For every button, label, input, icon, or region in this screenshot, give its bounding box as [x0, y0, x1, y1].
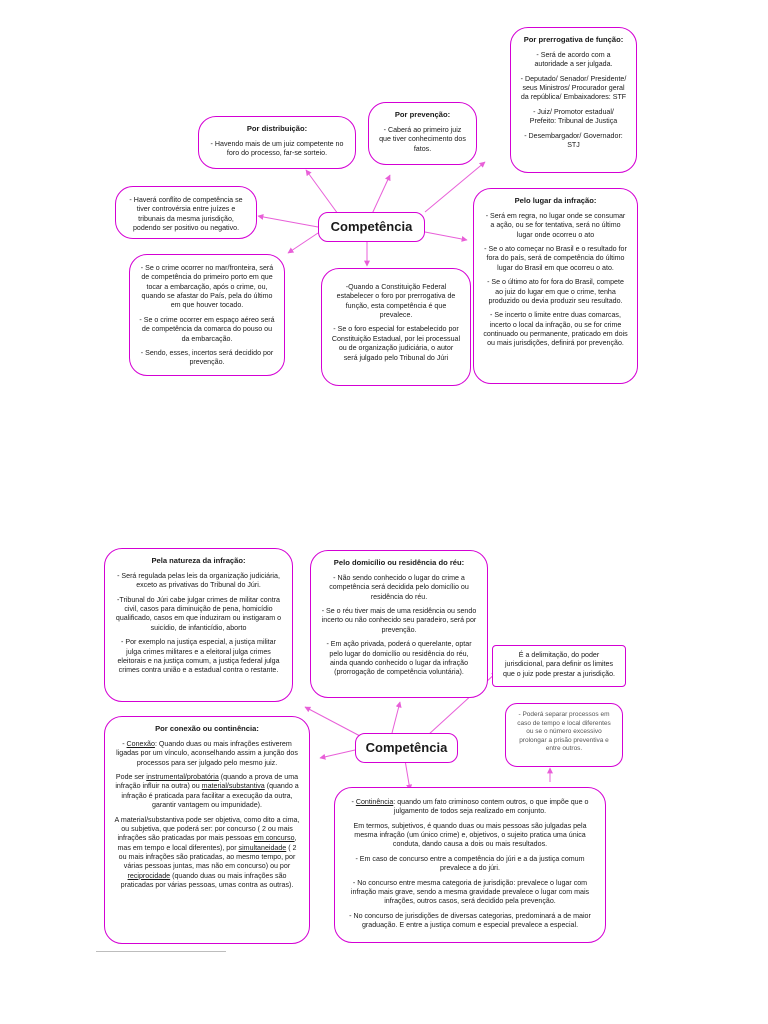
- competencia-center-top: Competência: [318, 212, 425, 242]
- box-conflito: [115, 186, 257, 239]
- box-title: Por prerrogativa de função:: [523, 35, 624, 44]
- box-line: - No concurso de jurisdições de diversas categorias, predominará a de maior graduação. E entre a justiça comum e especial prevalece a especial.: [349, 911, 591, 929]
- box-line: - Deputado/ Senador/ Presidente/ seus Ministros/ Procurador geral da república/ Embaixadores: STF: [520, 74, 627, 102]
- box-line: - Se o ato começar no Brasil e o resultado for fora do país, será de competência do último lugar do Brasil em que ocorreu o ato.: [484, 245, 627, 272]
- box-conexao: [104, 716, 310, 944]
- term-simultaneidade: simultaneidade: [238, 843, 287, 852]
- text-run: , mas em tempo e local diferentes), por: [117, 834, 297, 852]
- text-run: (quando a infração é praticada para facilitar a execução da outra, garantir vantagem ou impunidade).: [121, 782, 299, 810]
- term-reciprocidade: reciprocidade: [127, 871, 171, 880]
- box-line: [344, 798, 596, 817]
- text-run: : quando um fato criminoso contem outros, o que impõe que o julgamento de todos seja realizado em conjunto.: [393, 798, 589, 816]
- box-title: Por distribuição:: [246, 124, 308, 133]
- box-line: - Em ação privada, poderá o querelante, optar pelo lugar do domicílio ou residência do réu, ainda quando conhecido o lugar da infração (prorrogação de competência voluntária).: [326, 640, 472, 677]
- text-run: ( 2 ou mais infrações são praticadas, ao mesmo tempo, por várias pessoas juntas, mas não em concurso) ou por: [118, 843, 297, 871]
- footnote-divider: [96, 951, 226, 952]
- box-line: - Caberá ao primeiro juiz que tiver conhecimento dos fatos.: [379, 126, 466, 153]
- box-line: - Será de acordo com a autoridade a ser julgada.: [534, 51, 613, 69]
- box-title: Por prevenção:: [394, 110, 451, 119]
- box-maritimo: [129, 254, 285, 376]
- box-line: -Tribunal do Júri cabe julgar crimes de militar contra civil, casos para diminuição de pena, homicídio qualificado, casos em que induziram ou instigaram o suicídio, de infanticídio, aborto: [115, 595, 282, 632]
- box-delimitacao: [492, 645, 626, 687]
- box-line: - Poderá separar processos em caso de tempo e local diferentes ou se o número excessivo prolongar a prisão preventiva e entre outros.: [517, 711, 611, 753]
- box-line: - Se o crime ocorrer no mar/fronteira, será de competência do primeiro porto em que tocar a embarcação, após o crime, ou, quando se afastar do País, pela do último em que houver tocado.: [140, 264, 274, 310]
- box-line: -Quando a Constituição Federal estabelecer o foro por prerrogativa de função, esta competência é que prevalece.: [336, 283, 456, 320]
- box-line: - Em caso de concurso entre a competência do júri e a da justiça comum prevalece a do júri.: [355, 854, 585, 873]
- text-run: -: [351, 798, 356, 806]
- box-title: Pela natureza da infração:: [151, 556, 246, 565]
- box-line: - Será em regra, no lugar onde se consumar a ação, ou se for tentativa, será no último lugar onde ocorreu o ato: [485, 212, 626, 239]
- box-line: - Será regulada pelas leis da organização judiciária, exceto as privativas do Tribunal do Júri.: [117, 572, 280, 590]
- text-run: Pode ser: [115, 773, 147, 782]
- box-line: - Se o foro especial for estabelecido por Constituição Estadual, por lei processual ou de organização judiciária, o autor será julgado pelo Tribunal do Júri: [331, 325, 461, 362]
- box-line: [114, 816, 300, 891]
- text-run: A material/substantiva pode ser objetiva, como dito a cima, ou subjetiva, que poderá ser: por concurso ( 2 ou mais infrações são praticadas por mais pessoas: [114, 815, 300, 843]
- box-line: É a delimitação, do poder jurisdicional, para definir os limites que o juiz pode prestar a jurisdição.: [503, 651, 615, 678]
- box-domicilio: [310, 550, 488, 698]
- text-run: : Quando duas ou mais infrações estiverem ligadas por um vínculo, aconselhando assim a junção dos processos para ser julgado pelo mesmo juiz.: [116, 740, 298, 767]
- box-line: - Se o último ato for fora do Brasil, compete ao juiz do lugar em que o crime, tenha produzido ou devia produzir seu resultado.: [487, 278, 624, 305]
- box-line: - Conexão: Quando duas ou mais infrações estiverem ligadas por um vínculo, aconselhando assim a junção dos processos para ser julgado pelo mesmo juiz.: [116, 740, 298, 767]
- box-continencia: [334, 787, 606, 943]
- term-continencia: Continência: [355, 798, 394, 806]
- box-natureza: [104, 548, 293, 702]
- box-line: - Se o réu tiver mais de uma residência ou sendo incerto ou não conhecido seu paradeiro, será por prevenção.: [321, 607, 477, 634]
- box-lugar: [473, 188, 638, 384]
- box-title: Por conexão ou continência:: [155, 724, 259, 733]
- text-run: (quando a prova de uma infração influir na outra) ou: [115, 773, 299, 791]
- box-line: Em termos, subjetivos, é quando duas ou mais pessoas são julgadas pela mesma infração (um único crime) e, objetivos, o sujeito pratica uma única conduta, dando causa a dois ou mais resultados.: [353, 821, 587, 849]
- box-prerrogativa: [510, 27, 637, 173]
- box-line: - Se o crime ocorrer em espaço aéreo será de competência da comarca do pouso ou da embarcação.: [139, 315, 275, 343]
- box-distribuicao: [198, 116, 356, 169]
- box-line: - Haverá conflito de competência se tiver controvérsia entre juízes e tribunais da mesma jurisdição, podendo ser positivo ou negativo.: [129, 196, 243, 233]
- box-line: - Havendo mais de um juiz competente no foro do processo, far-se sorteio.: [210, 140, 344, 158]
- term-conexao: Conexão: [126, 740, 155, 749]
- term-concurso: em concurso: [253, 834, 295, 843]
- box-line: - Não sendo conhecido o lugar do crime a competência será decidida pelo domicílio ou residência do réu.: [329, 574, 469, 601]
- term-material: material/substantiva: [201, 782, 265, 791]
- box-line: - Por exemplo na justiça especial, a justiça militar julga crimes militares e a eleitoral julga crimes eleitorais e na justiça comum, a justiça federal julga crimes contra união e a estadual contra o restante.: [117, 638, 280, 675]
- competencia-center-bottom: Competência: [355, 733, 458, 763]
- box-separar: [505, 703, 623, 767]
- box-line: - Sendo, esses, incertos será decidido por prevenção.: [140, 348, 274, 367]
- box-line: - Desembargador/ Governador: STJ: [524, 131, 623, 149]
- box-line: - Se incerto o limite entre duas comarcas, incerto o local da infração, ou se for crime continuado ou permanente, praticado em dois ou mais jurisdições, definirá por prevenção.: [483, 311, 628, 348]
- box-line: [114, 773, 300, 810]
- box-line: - Juiz/ Promotor estadual/ Prefeito: Tribunal de Justiça: [529, 107, 618, 126]
- term-instrumental: instrumental/probatória: [146, 773, 219, 782]
- box-title: Pelo domicílio ou residência do réu:: [333, 558, 465, 567]
- box-title: Pelo lugar da infração:: [514, 196, 597, 205]
- box-prevencao: [368, 102, 477, 165]
- box-line: - No concurso entre mesma categoria de jurisdição: prevalece o lugar com infração mais grave, sendo a mesma gravidade prevalece o lugar com mais infrações, outros casos, será decidido pela prevenção.: [350, 878, 590, 906]
- box-constituicao: [321, 268, 471, 386]
- text-run: (quando duas ou mais infrações são praticadas por várias pessoas, umas contra as outras).: [120, 871, 294, 890]
